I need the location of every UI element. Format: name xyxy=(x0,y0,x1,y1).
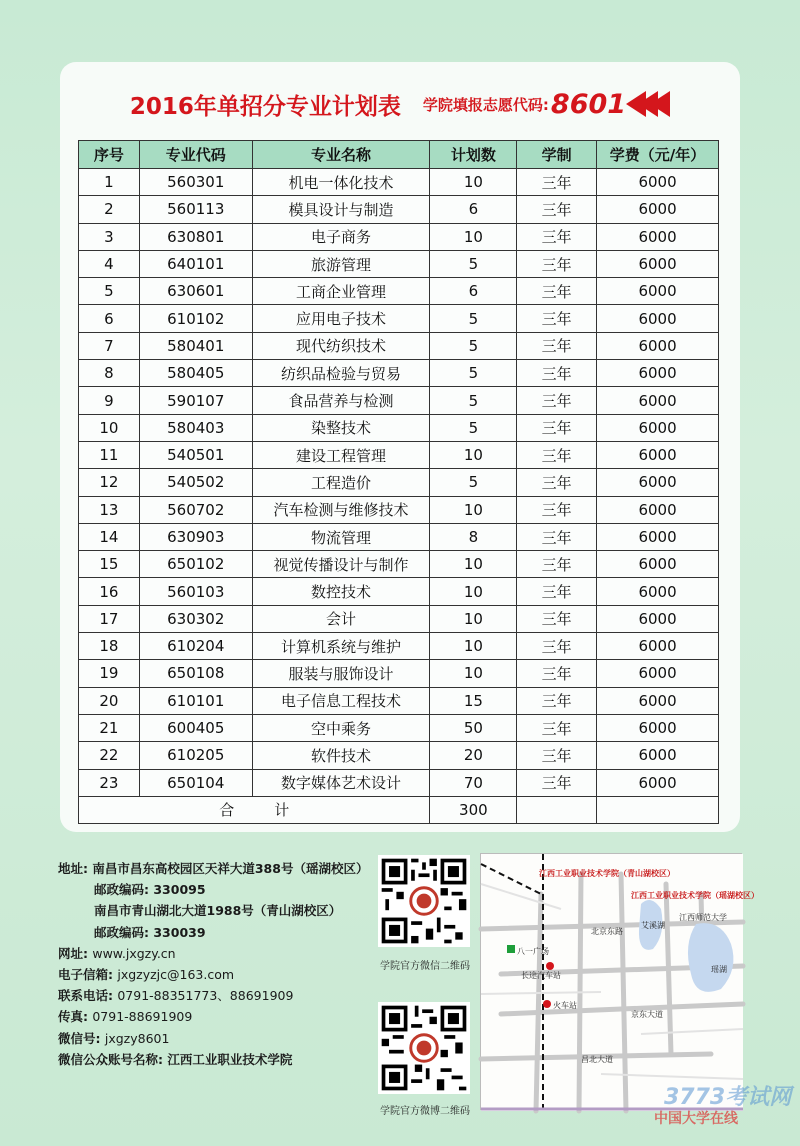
table-row xyxy=(79,278,719,305)
cell-quota: 5 xyxy=(430,414,517,441)
cell-duration: 三年 xyxy=(517,250,597,277)
cell-tuition: 6000 xyxy=(597,360,719,387)
cell-duration: 三年 xyxy=(517,223,597,250)
cell-major: 数控技术 xyxy=(252,578,430,605)
cell-quota: 15 xyxy=(430,687,517,714)
email-link[interactable]: jxgzyzjc@163.com xyxy=(117,967,235,983)
table-row xyxy=(79,742,719,769)
cell-quota: 5 xyxy=(430,250,517,277)
cell-code: 640101 xyxy=(139,250,252,277)
cell-code: 540502 xyxy=(139,469,252,496)
cell-quota: 10 xyxy=(430,496,517,523)
cell-index: 18 xyxy=(79,633,140,660)
cell-tuition: 6000 xyxy=(597,441,719,468)
cell-major: 软件技术 xyxy=(252,742,430,769)
total-empty-2 xyxy=(597,796,719,823)
cell-code: 580405 xyxy=(139,360,252,387)
wechat-qr-code[interactable] xyxy=(378,855,470,947)
cell-major: 物流管理 xyxy=(252,523,430,550)
total-label xyxy=(79,796,430,823)
cell-major: 工商企业管理 xyxy=(252,278,430,305)
total-label-1: 合 xyxy=(219,801,235,820)
arrow-icon xyxy=(634,91,670,117)
cell-index: 20 xyxy=(79,687,140,714)
cell-code: 540501 xyxy=(139,441,252,468)
cell-code: 610102 xyxy=(139,305,252,332)
cell-code: 560103 xyxy=(139,578,252,605)
table-row xyxy=(79,223,719,250)
campus-map[interactable] xyxy=(480,853,759,1110)
title-row xyxy=(60,84,740,124)
cell-tuition: 6000 xyxy=(597,414,719,441)
total-row xyxy=(79,796,719,823)
cell-quota: 20 xyxy=(430,742,517,769)
cell-tuition: 6000 xyxy=(597,714,719,741)
cell-major: 现代纺织技术 xyxy=(252,332,430,359)
cell-code: 560113 xyxy=(139,196,252,223)
page-title: 2016年单招分专业计划表 xyxy=(129,93,401,120)
cell-code: 600405 xyxy=(139,714,252,741)
table-row xyxy=(79,250,719,277)
cell-tuition: 6000 xyxy=(597,578,719,605)
cell-index: 23 xyxy=(79,769,140,796)
table-row xyxy=(79,387,719,414)
contact-block xyxy=(58,858,378,1070)
cell-index: 19 xyxy=(79,660,140,687)
cell-code: 630903 xyxy=(139,523,252,550)
cell-major: 模具设计与制造 xyxy=(252,196,430,223)
cell-code: 560301 xyxy=(139,169,252,196)
cell-duration: 三年 xyxy=(517,633,597,660)
website-link[interactable]: www.jxgzy.cn xyxy=(92,945,176,961)
website xyxy=(58,943,378,964)
cell-index: 14 xyxy=(79,523,140,550)
cell-quota: 5 xyxy=(430,469,517,496)
fax xyxy=(58,1006,378,1027)
cell-index: 16 xyxy=(79,578,140,605)
map-label-0: 八一广场 xyxy=(517,947,549,956)
cell-major: 纺织品检验与贸易 xyxy=(252,360,430,387)
cell-quota: 10 xyxy=(430,169,517,196)
cell-quota: 6 xyxy=(430,278,517,305)
table-header-row xyxy=(79,141,719,169)
cell-index: 4 xyxy=(79,250,140,277)
cell-major: 汽车检测与维修技术 xyxy=(252,496,430,523)
map-label-3: 江西师范大学 xyxy=(679,913,727,922)
cell-index: 1 xyxy=(79,169,140,196)
qr-code-icon xyxy=(378,855,470,947)
cell-tuition: 6000 xyxy=(597,687,719,714)
account-value: 江西工业职业技术学院 xyxy=(167,1051,293,1067)
cell-tuition: 6000 xyxy=(597,660,719,687)
cell-index: 9 xyxy=(79,387,140,414)
cell-index: 13 xyxy=(79,496,140,523)
website-label: 网址: xyxy=(58,945,88,961)
cell-duration: 三年 xyxy=(517,605,597,632)
postcode-1: 邮政编码: 330095 xyxy=(94,882,206,898)
cell-code: 610101 xyxy=(139,687,252,714)
cell-major: 染整技术 xyxy=(252,414,430,441)
cell-quota: 10 xyxy=(430,660,517,687)
account-label: 微信公众账号名称: xyxy=(58,1051,163,1067)
cell-quota: 10 xyxy=(430,551,517,578)
cell-code: 610204 xyxy=(139,633,252,660)
map-label-campus-2: 江西工业职业技术学院（瑶湖校区） xyxy=(631,891,759,900)
cell-quota: 10 xyxy=(430,633,517,660)
cell-index: 17 xyxy=(79,605,140,632)
cell-duration: 三年 xyxy=(517,305,597,332)
table-row xyxy=(79,196,719,223)
cell-duration: 三年 xyxy=(517,360,597,387)
cell-index: 12 xyxy=(79,469,140,496)
cell-major: 计算机系统与维护 xyxy=(252,633,430,660)
cell-tuition: 6000 xyxy=(597,196,719,223)
cell-duration: 三年 xyxy=(517,714,597,741)
wechat-label: 微信号: xyxy=(58,1030,101,1046)
table-row xyxy=(79,496,719,523)
col-header-duration: 学制 xyxy=(517,141,597,169)
cell-tuition: 6000 xyxy=(597,305,719,332)
fax-value: 0791-88691909 xyxy=(92,1009,193,1025)
total-value: 300 xyxy=(430,796,517,823)
weibo-qr-code[interactable] xyxy=(378,1002,470,1094)
weibo-qr-caption: 学院官方微博二维码 xyxy=(380,1106,470,1117)
cell-tuition: 6000 xyxy=(597,523,719,550)
col-header-code: 专业代码 xyxy=(139,141,252,169)
cell-major: 食品营养与检测 xyxy=(252,387,430,414)
qr-code-icon xyxy=(378,1002,470,1094)
address-2: 南昌市青山湖北大道1988号（青山湖校区） xyxy=(94,903,342,919)
cell-duration: 三年 xyxy=(517,169,597,196)
cell-tuition: 6000 xyxy=(597,633,719,660)
cell-duration: 三年 xyxy=(517,687,597,714)
code-label: 学院填报志愿代码: xyxy=(422,95,549,114)
table-row xyxy=(79,169,719,196)
table-row xyxy=(79,523,719,550)
cell-quota: 8 xyxy=(430,523,517,550)
table-row xyxy=(79,414,719,441)
cell-duration: 三年 xyxy=(517,742,597,769)
table-row xyxy=(79,687,719,714)
cell-tuition: 6000 xyxy=(597,169,719,196)
cell-index: 5 xyxy=(79,278,140,305)
cell-tuition: 6000 xyxy=(597,605,719,632)
phone xyxy=(58,985,378,1006)
cell-major: 电子商务 xyxy=(252,223,430,250)
cell-code: 560702 xyxy=(139,496,252,523)
cell-tuition: 6000 xyxy=(597,223,719,250)
table-row xyxy=(79,441,719,468)
cell-tuition: 6000 xyxy=(597,387,719,414)
wechat xyxy=(58,1028,378,1049)
cell-major: 建设工程管理 xyxy=(252,441,430,468)
map-label-5: 艾溪湖 xyxy=(641,921,665,930)
cell-code: 610205 xyxy=(139,742,252,769)
cell-index: 15 xyxy=(79,551,140,578)
cell-tuition: 6000 xyxy=(597,551,719,578)
cell-code: 650104 xyxy=(139,769,252,796)
cell-code: 650102 xyxy=(139,551,252,578)
address-label: 地址: xyxy=(58,861,88,876)
cell-quota: 5 xyxy=(430,387,517,414)
email xyxy=(58,964,378,985)
cell-duration: 三年 xyxy=(517,278,597,305)
cell-tuition: 6000 xyxy=(597,742,719,769)
cell-duration: 三年 xyxy=(517,769,597,796)
cell-tuition: 6000 xyxy=(597,250,719,277)
cell-quota: 10 xyxy=(430,223,517,250)
cell-quota: 6 xyxy=(430,196,517,223)
cell-major: 空中乘务 xyxy=(252,714,430,741)
total-empty-1 xyxy=(517,796,597,823)
cell-tuition: 6000 xyxy=(597,278,719,305)
col-header-major: 专业名称 xyxy=(252,141,430,169)
table-row xyxy=(79,660,719,687)
cell-index: 21 xyxy=(79,714,140,741)
postcode-2: 邮政编码: 330039 xyxy=(94,924,206,940)
map-label-2: 火车站 xyxy=(553,1001,577,1010)
watermark-url: 3773考试网 xyxy=(664,1085,792,1110)
cell-duration: 三年 xyxy=(517,523,597,550)
cell-index: 3 xyxy=(79,223,140,250)
wechat-qr-caption: 学院官方微信二维码 xyxy=(380,961,470,972)
map-label-4: 瑶湖 xyxy=(711,965,727,974)
cell-duration: 三年 xyxy=(517,496,597,523)
cell-quota: 70 xyxy=(430,769,517,796)
cell-duration: 三年 xyxy=(517,441,597,468)
cell-major: 会计 xyxy=(252,605,430,632)
table-row xyxy=(79,769,719,796)
cell-index: 2 xyxy=(79,196,140,223)
total-label-2: 计 xyxy=(274,801,290,820)
table-row xyxy=(79,714,719,741)
map-label-8: 昌北大道 xyxy=(581,1055,613,1064)
fax-label: 传真: xyxy=(58,1009,88,1025)
cell-major: 机电一体化技术 xyxy=(252,169,430,196)
cell-duration: 三年 xyxy=(517,196,597,223)
cell-tuition: 6000 xyxy=(597,496,719,523)
wechat-account xyxy=(58,1049,378,1070)
table-row xyxy=(79,305,719,332)
map-label-campus-1: 江西工业职业技术学院（青山湖校区） xyxy=(539,869,675,878)
col-header-tuition: 学费（元/年） xyxy=(597,141,719,169)
plan-table xyxy=(78,140,719,824)
wechat-value: jxgzy8601 xyxy=(104,1030,170,1046)
cell-quota: 10 xyxy=(430,578,517,605)
cell-duration: 三年 xyxy=(517,660,597,687)
cell-index: 7 xyxy=(79,332,140,359)
cell-duration: 三年 xyxy=(517,332,597,359)
cell-code: 630801 xyxy=(139,223,252,250)
cell-tuition: 6000 xyxy=(597,769,719,796)
cell-major: 电子信息工程技术 xyxy=(252,687,430,714)
cell-code: 580401 xyxy=(139,332,252,359)
cell-code: 580403 xyxy=(139,414,252,441)
table-row xyxy=(79,469,719,496)
phone-value: 0791-88351773、88691909 xyxy=(117,988,294,1004)
cell-quota: 5 xyxy=(430,332,517,359)
cell-quota: 10 xyxy=(430,605,517,632)
cell-quota: 5 xyxy=(430,360,517,387)
email-label: 电子信箱: xyxy=(58,967,113,983)
cell-index: 11 xyxy=(79,441,140,468)
map-label-7: 京东大道 xyxy=(631,1010,663,1019)
cell-quota: 5 xyxy=(430,305,517,332)
cell-quota: 50 xyxy=(430,714,517,741)
table-row xyxy=(79,633,719,660)
map-label-1: 长途汽车站 xyxy=(521,971,561,980)
cell-tuition: 6000 xyxy=(597,469,719,496)
table-row xyxy=(79,551,719,578)
cell-duration: 三年 xyxy=(517,387,597,414)
table-row xyxy=(79,578,719,605)
cell-duration: 三年 xyxy=(517,551,597,578)
cell-major: 服装与服饰设计 xyxy=(252,660,430,687)
application-code: 8601 xyxy=(550,88,627,120)
table-row xyxy=(79,605,719,632)
cell-code: 630302 xyxy=(139,605,252,632)
cell-index: 8 xyxy=(79,360,140,387)
cell-duration: 三年 xyxy=(517,578,597,605)
address-1-value: 南昌市昌东高校园区天祥大道388号（瑶湖校区） xyxy=(92,861,369,876)
cell-code: 650108 xyxy=(139,660,252,687)
watermark-cn: 中国大学在线 xyxy=(654,1111,738,1127)
cell-duration: 三年 xyxy=(517,414,597,441)
phone-label: 联系电话: xyxy=(58,988,113,1004)
cell-major: 旅游管理 xyxy=(252,250,430,277)
table-row xyxy=(79,332,719,359)
col-header-index: 序号 xyxy=(79,141,140,169)
cell-tuition: 6000 xyxy=(597,332,719,359)
cell-major: 视觉传播设计与制作 xyxy=(252,551,430,578)
col-header-quota: 计划数 xyxy=(430,141,517,169)
cell-duration: 三年 xyxy=(517,469,597,496)
cell-major: 工程造价 xyxy=(252,469,430,496)
cell-index: 22 xyxy=(79,742,140,769)
cell-major: 数字媒体艺术设计 xyxy=(252,769,430,796)
cell-code: 630601 xyxy=(139,278,252,305)
cell-code: 590107 xyxy=(139,387,252,414)
cell-major: 应用电子技术 xyxy=(252,305,430,332)
cell-index: 6 xyxy=(79,305,140,332)
table-row xyxy=(79,360,719,387)
address-1 xyxy=(58,858,378,879)
map-label-6: 北京东路 xyxy=(591,927,623,936)
cell-quota: 10 xyxy=(430,441,517,468)
cell-index: 10 xyxy=(79,414,140,441)
